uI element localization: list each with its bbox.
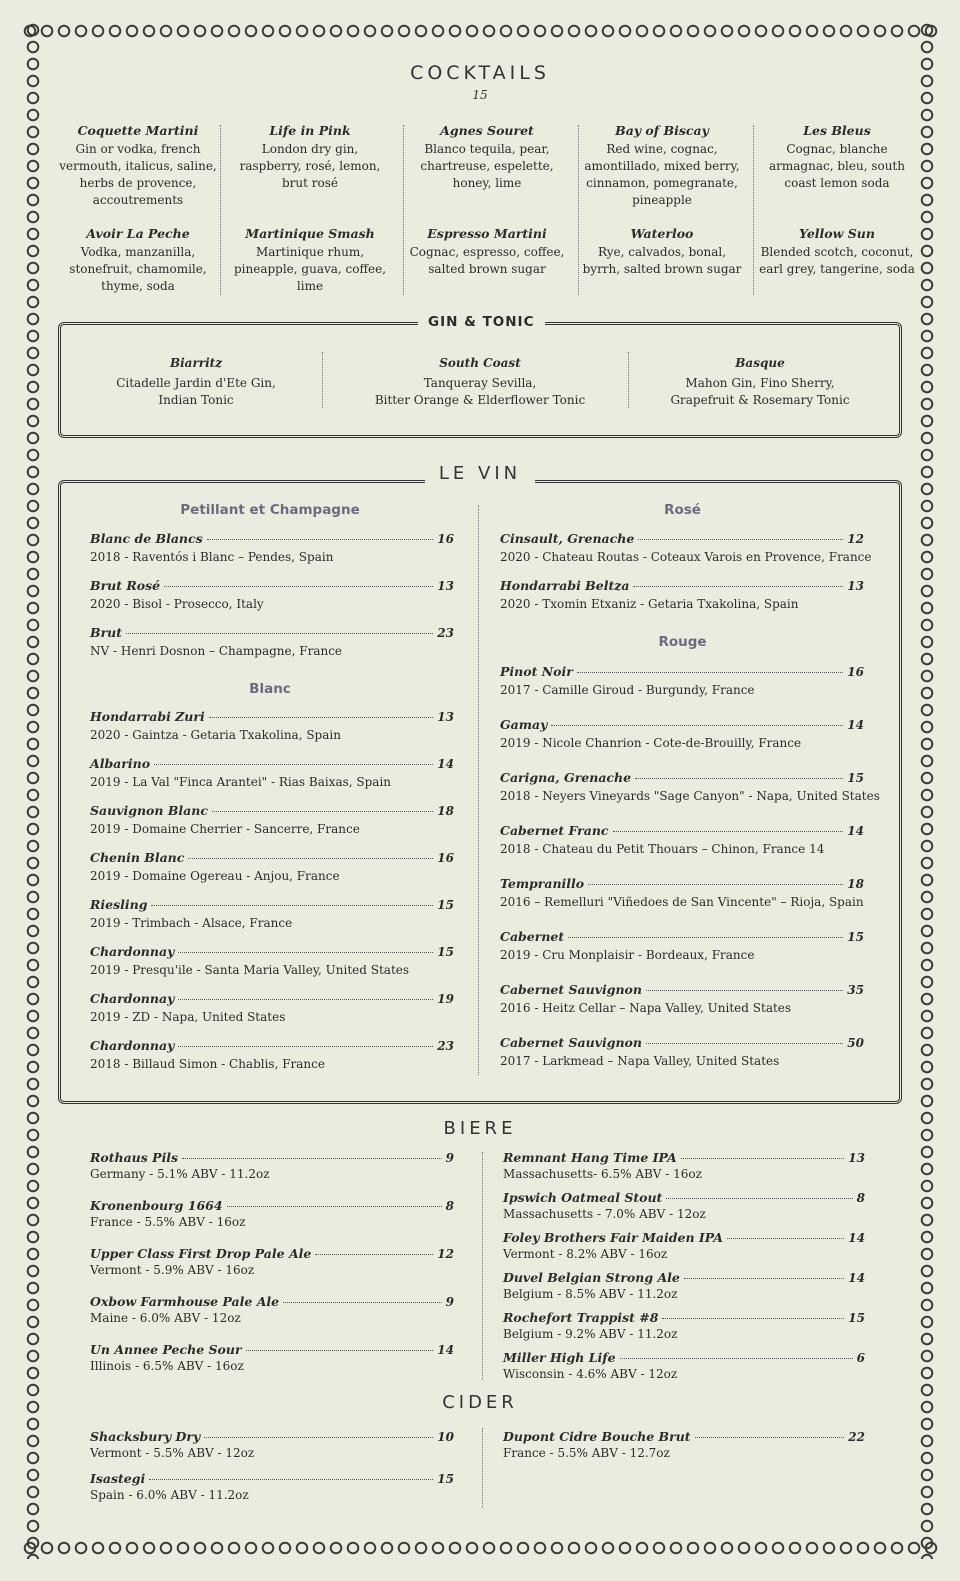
cocktail-desc: Vodka, manzanilla, stonefruit, chamomile, thyme, soda [69,245,207,293]
cocktail-name: Agnes Souret [440,123,534,138]
menu-item-row [500,876,864,891]
item-detail: 2018 - Neyers Vineyards "Sage Canyon" - Napa, United States [500,789,880,803]
cocktail-item [230,225,390,295]
menu-item-row [500,929,864,944]
column-divider [753,125,754,295]
gin-tonic-line: Grapefruit & Rosemary Tonic [670,393,850,407]
menu-item-row [503,1230,865,1245]
menu-item [90,897,454,930]
dot-leader [164,586,433,587]
dot-leader [646,990,843,991]
column-divider [628,352,629,408]
menu-item [500,717,864,750]
item-name: Duvel Belgian Strong Ale [503,1270,680,1285]
menu-item-row [90,756,454,771]
cocktail-item [757,225,917,278]
gin-tonic-name: Basque [735,356,785,370]
item-name: Chardonnay [90,944,175,959]
menu-item-row [90,1342,454,1357]
cocktail-name: Waterloo [630,226,694,241]
ornament-border-bottom [22,1537,938,1559]
cocktail-name: Coquette Martini [77,123,199,138]
item-price: 14 [847,718,864,732]
dot-leader [613,831,844,832]
item-detail: 2019 - La Val "Finca Arantei" - Rias Baixas, Spain [90,775,392,789]
item-name: Cabernet [500,929,565,944]
menu-item-row [90,578,454,593]
item-detail: 2017 - Larkmead – Napa Valley, United States [500,1054,780,1068]
menu-item [500,929,864,962]
gin-tonic-title: GIN & TONIC [418,314,545,330]
cocktail-desc: Blanco tequila, pear, chartreuse, espelette, honey, lime [420,142,554,190]
cocktail-desc: Gin or vodka, french vermouth, italicus, saline, herbs de provence, accoutrements [59,142,217,207]
item-name: Cabernet Sauvignon [500,1035,642,1050]
gin-tonic-name: South Coast [439,356,521,370]
dot-leader [646,1043,843,1044]
menu-item-row [500,823,864,838]
item-detail: France - 5.5% ABV - 12.7oz [503,1446,670,1460]
item-price: 15 [437,945,454,959]
menu-item [90,991,454,1024]
cocktail-item [582,225,742,278]
dot-leader [551,725,843,726]
column-divider [220,125,221,295]
dot-leader [283,1302,442,1303]
item-price: 13 [437,710,454,724]
item-price: 22 [848,1430,865,1444]
item-price: 13 [847,579,864,593]
item-price: 23 [437,626,454,640]
cocktail-name: Bay of Biscay [615,123,709,138]
dot-leader [212,811,433,812]
menu-item-row [90,709,454,724]
menu-item-row [503,1310,865,1325]
item-price: 13 [437,579,454,593]
menu-item [90,1246,454,1277]
item-name: Hondarrabi Beltza [500,578,630,593]
item-price: 50 [847,1036,864,1050]
rose-heading: Rosé [664,502,701,518]
dot-leader [684,1278,844,1279]
dot-leader [154,764,433,765]
cocktail-desc: Cognac, blanche armagnac, bleu, south coast lemon soda [769,142,905,190]
cocktail-item [407,225,567,278]
dot-leader [178,952,433,953]
item-name: Un Annee Peche Sour [90,1342,242,1357]
menu-item [90,709,454,742]
menu-item-row [90,803,454,818]
gin-tonic-name: Biarritz [169,356,223,370]
item-price: 19 [437,992,454,1006]
item-detail: Germany - 5.1% ABV - 11.2oz [90,1167,270,1181]
item-detail: 2020 - Chateau Routas - Coteaux Varois en Provence, France [500,550,872,564]
dot-leader [178,1046,433,1047]
menu-item-row [90,944,454,959]
cocktail-desc: Red wine, cognac, amontillado, mixed berry, cinnamon, pomegranate, pineapple [584,142,740,207]
menu-item-row [90,625,454,640]
menu-item-row [500,578,864,593]
item-name: Blanc de Blancs [90,531,203,546]
item-name: Remnant Hang Time IPA [503,1150,677,1165]
item-price: 15 [848,1311,865,1325]
menu-item-row [90,1471,454,1486]
item-detail: Vermont - 5.5% ABV - 12oz [90,1446,255,1460]
dot-leader [246,1350,434,1351]
item-detail: 2018 - Billaud Simon - Chablis, France [90,1057,325,1071]
menu-item-row [503,1190,865,1205]
item-price: 12 [437,1247,454,1261]
item-name: Albarino [90,756,151,771]
menu-item-row [500,1035,864,1050]
ornament-border-left [22,22,44,1559]
ornament-border-top [22,20,938,42]
item-name: Isastegi [90,1471,146,1486]
menu-item [500,770,880,803]
item-name: Gamay [500,717,548,732]
gin-tonic-line: Indian Tonic [158,393,234,407]
item-name: Carigna, Grenache [500,770,632,785]
item-price: 35 [847,983,864,997]
menu-item [500,982,864,1015]
menu-item-row [500,717,864,732]
item-name: Kronenbourg 1664 [90,1198,223,1213]
menu-item-row [90,1038,454,1053]
item-detail: France - 5.5% ABV - 16oz [90,1215,246,1229]
menu-item [503,1350,865,1381]
column-divider [322,352,323,408]
menu-item [503,1230,865,1261]
item-price: 15 [437,1472,454,1486]
cocktail-name: Martinique Smash [245,226,375,241]
item-name: Upper Class First Drop Pale Ale [90,1246,312,1261]
item-name: Hondarrabi Zuri [90,709,205,724]
menu-item [90,1429,454,1460]
menu-item-row [500,531,864,546]
item-detail: 2020 - Txomin Etxaniz - Getaria Txakolina, Spain [500,597,799,611]
column-divider [403,125,404,295]
item-name: Shacksbury Dry [90,1429,201,1444]
cocktails-price: 15 [472,88,488,102]
item-name: Brut [90,625,123,640]
beer-title: BIERE [443,1118,517,1139]
menu-item-row [90,1429,454,1444]
item-price: 14 [848,1231,865,1245]
dot-leader [568,937,843,938]
dot-leader [188,858,433,859]
dot-leader [577,672,844,673]
dot-leader [178,999,433,1000]
menu-item [90,1471,454,1502]
cider-title: CIDER [442,1392,518,1413]
menu-item-row [503,1350,865,1365]
item-detail: 2017 - Camille Giroud - Burgundy, France [500,683,755,697]
menu-item-row [500,770,864,785]
item-price: 23 [437,1039,454,1053]
menu-item [503,1429,865,1460]
item-detail: Belgium - 8.5% ABV - 11.2oz [503,1287,678,1301]
menu-item-row [90,850,454,865]
item-price: 18 [847,877,864,891]
item-detail: 2019 - Domaine Ogereau - Anjou, France [90,869,340,883]
item-price: 15 [847,930,864,944]
item-name: Ipswich Oatmeal Stout [503,1190,663,1205]
dot-leader [638,539,843,540]
item-detail: 2019 - Cru Monplaisir - Bordeaux, France [500,948,755,962]
menu-item-row [90,1198,454,1213]
dot-leader [149,1479,433,1480]
dot-leader [635,778,843,779]
item-detail: Vermont - 8.2% ABV - 16oz [503,1247,668,1261]
ornament-border-right [916,22,938,1559]
cocktail-desc: Cognac, espresso, coffee, salted brown sugar [409,245,565,276]
column-divider [482,1428,483,1508]
wine-title-text: LE VIN [425,463,535,484]
cocktails-title: COCKTAILS [410,62,550,84]
item-price: 16 [437,532,454,546]
menu-item-row [500,982,864,997]
dot-leader [633,586,843,587]
cocktail-name: Espresso Martini [427,226,547,241]
item-detail: 2019 - Domaine Cherrier - Sancerre, France [90,822,360,836]
menu-item [90,1294,454,1325]
item-detail: Belgium - 9.2% ABV - 11.2oz [503,1327,678,1341]
dot-leader [207,539,434,540]
gin-tonic-line: Tanqueray Sevilla, [423,376,537,390]
item-detail: NV - Henri Dosnon – Champagne, France [90,644,343,658]
item-detail: 2016 - Heitz Cellar – Napa Valley, United States [500,1001,792,1015]
dot-leader [204,1437,433,1438]
dot-leader [662,1318,844,1319]
dot-leader [588,884,843,885]
menu-item-row [503,1150,865,1165]
item-detail: Wisconsin - 4.6% ABV - 12oz [503,1367,678,1381]
wine-title [0,463,960,484]
menu-item [500,1035,864,1068]
dot-leader [695,1437,845,1438]
menu-item-row [90,897,454,912]
item-detail: 2019 - Nicole Chanrion - Cote-de-Brouilly, France [500,736,802,750]
gin-tonic-line: Citadelle Jardin d'Ete Gin, [116,376,276,390]
column-divider [482,1152,483,1380]
menu-item [90,625,454,658]
menu-item [500,531,872,564]
menu-item [90,803,454,836]
dot-leader [227,1206,442,1207]
cocktail-item [757,122,917,192]
item-detail: 2019 - Trimbach - Alsace, France [90,916,293,930]
item-name: Riesling [90,897,148,912]
item-detail: Maine - 6.0% ABV - 12oz [90,1311,241,1325]
menu-item [90,1342,454,1373]
cocktail-desc: Martinique rhum, pineapple, guava, coffee, lime [233,245,387,293]
cocktail-name: Les Bleus [803,123,871,138]
item-name: Rochefort Trappist #8 [503,1310,659,1325]
item-price: 16 [437,851,454,865]
item-name: Oxbow Farmhouse Pale Ale [90,1294,280,1309]
item-name: Cabernet Sauvignon [500,982,642,997]
menu-item [503,1270,865,1301]
gin-tonic-item [66,355,326,409]
item-price: 14 [847,824,864,838]
menu-item-row [90,1150,454,1165]
item-name: Chenin Blanc [90,850,185,865]
item-detail: Massachusetts - 7.0% ABV - 12oz [503,1207,706,1221]
menu-item [90,1150,454,1181]
menu-item [503,1190,865,1221]
menu-item [503,1310,865,1341]
menu-item [90,756,454,789]
item-detail: 2020 - Bisol - Prosecco, Italy [90,597,264,611]
item-name: Rothaus Pils [90,1150,179,1165]
menu-item [90,531,454,564]
item-price: 8 [856,1191,865,1205]
menu-item [90,944,454,977]
menu-item [500,823,864,856]
cocktail-item [407,122,567,192]
menu-item [500,664,864,697]
item-price: 8 [445,1199,454,1213]
dot-leader [315,1254,433,1255]
menu-item [503,1150,865,1181]
dot-leader [681,1158,845,1159]
item-name: Foley Brothers Fair Maiden IPA [503,1230,723,1245]
cocktail-name: Avoir La Peche [86,226,190,241]
item-detail: 2018 - Raventós i Blanc – Pendes, Spain [90,550,334,564]
gin-tonic-line: Mahon Gin, Fino Sherry, [685,376,835,390]
cocktail-item [58,122,218,209]
menu-item-row [90,991,454,1006]
dot-leader [209,717,434,718]
cocktail-item [58,225,218,295]
rouge-heading: Rouge [658,634,707,650]
menu-item [500,876,864,909]
gin-tonic-item [350,355,610,409]
column-divider [478,505,479,1075]
item-detail: Illinois - 6.5% ABV - 16oz [90,1359,244,1373]
item-name: Cinsault, Grenache [500,531,635,546]
dot-leader [620,1358,853,1359]
dot-leader [126,633,433,634]
gin-tonic-item [630,355,890,409]
item-detail: 2020 - Gaintza - Getaria Txakolina, Spain [90,728,341,742]
cocktail-name: Life in Pink [269,123,351,138]
item-name: Dupont Cidre Bouche Brut [503,1429,691,1444]
cocktail-item [582,122,742,209]
menu-item-row [90,1294,454,1309]
petillant-heading: Petillant et Champagne [180,502,360,518]
item-price: 16 [847,665,864,679]
cocktail-desc: Blended scotch, coconut, earl grey, tangerine, soda [759,245,915,276]
menu-item-row [90,1246,454,1261]
item-detail: Vermont - 5.9% ABV - 16oz [90,1263,255,1277]
item-detail: Spain - 6.0% ABV - 11.2oz [90,1488,249,1502]
item-price: 6 [856,1351,865,1365]
dot-leader [182,1158,442,1159]
item-price: 12 [847,532,864,546]
cocktail-desc: London dry gin, raspberry, rosé, lemon, brut rosé [239,142,381,190]
item-price: 14 [848,1271,865,1285]
item-detail: 2019 - ZD - Napa, United States [90,1010,286,1024]
cocktail-name: Yellow Sun [799,226,875,241]
dot-leader [727,1238,844,1239]
item-name: Cabernet Franc [500,823,609,838]
dot-leader [151,905,433,906]
item-name: Chardonnay [90,991,175,1006]
column-divider [578,125,579,295]
item-name: Miller High Life [503,1350,616,1365]
item-price: 15 [847,771,864,785]
item-detail: 2019 - Presqu'ile - Santa Maria Valley, United States [90,963,410,977]
item-price: 10 [437,1430,454,1444]
dot-leader [666,1198,852,1199]
gin-tonic-line: Bitter Orange & Elderflower Tonic [374,393,586,407]
blanc-heading: Blanc [249,681,291,697]
item-name: Tempranillo [500,876,585,891]
item-price: 13 [848,1151,865,1165]
item-price: 15 [437,898,454,912]
item-name: Sauvignon Blanc [90,803,208,818]
menu-item [90,850,454,883]
menu-item-row [503,1270,865,1285]
item-name: Chardonnay [90,1038,175,1053]
item-detail: 2016 – Remelluri "Viñedoes de San Vincente" – Rioja, Spain [500,895,864,909]
menu-item [500,578,864,611]
menu-item [90,1038,454,1071]
menu-item [90,578,454,611]
menu-item-row [503,1429,865,1444]
item-price: 9 [445,1295,454,1309]
menu-item-row [500,664,864,679]
item-price: 18 [437,804,454,818]
item-price: 14 [437,757,454,771]
cocktail-desc: Rye, calvados, bonal, byrrh, salted brown sugar [582,245,742,276]
item-price: 9 [445,1151,454,1165]
item-name: Brut Rosé [90,578,161,593]
item-price: 14 [437,1343,454,1357]
item-detail: Massachusetts- 6.5% ABV - 16oz [503,1167,702,1181]
menu-item [90,1198,454,1229]
cocktail-item [230,122,390,192]
menu-item-row [90,531,454,546]
item-detail: 2018 - Chateau du Petit Thouars – Chinon, France 14 [500,842,825,856]
item-name: Pinot Noir [500,664,573,679]
